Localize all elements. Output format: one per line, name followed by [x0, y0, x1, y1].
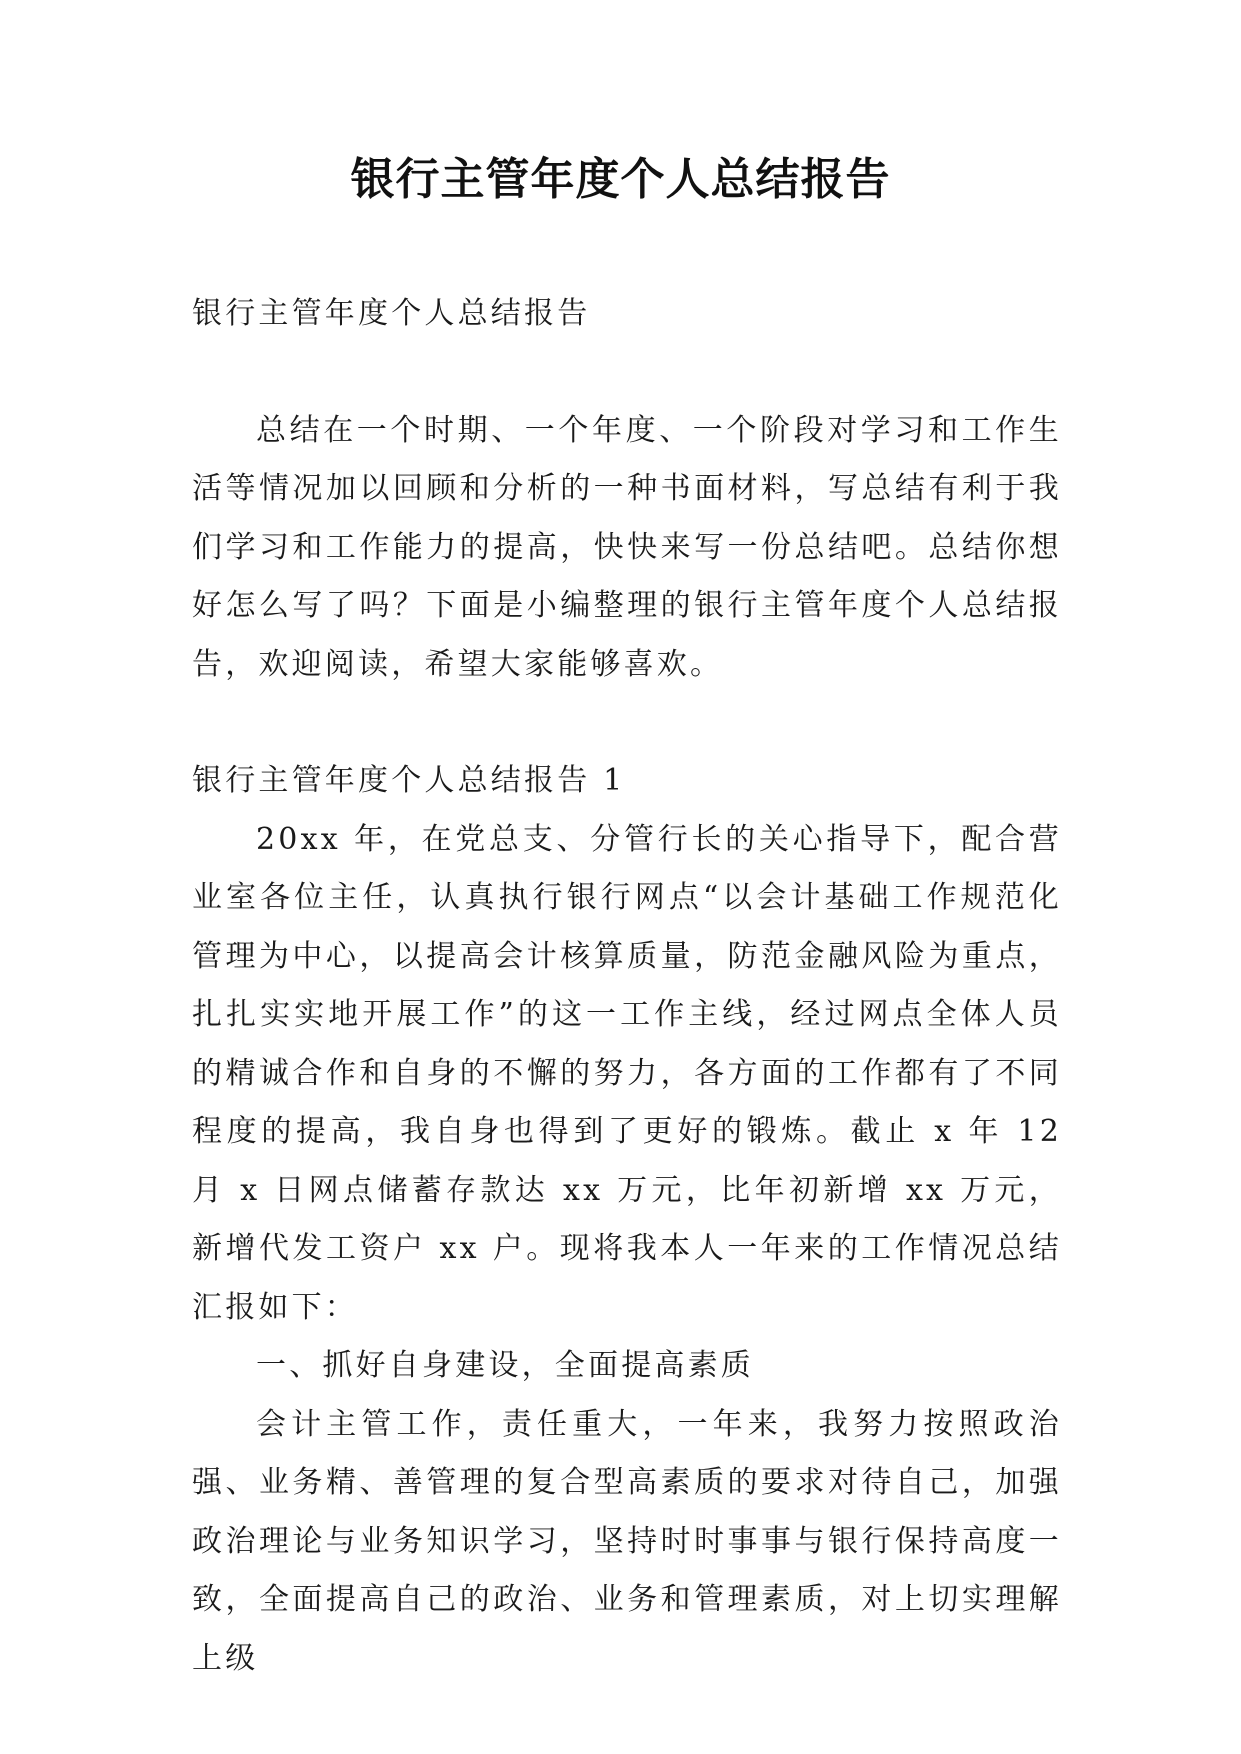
- document-body: [192, 285, 1062, 1688]
- document-subtitle: 银行主管年度个人总结报告: [192, 296, 591, 331]
- body-paragraph-2: 会计主管工作，责任重大，一年来，我努力按照政治强、业务精、善管理的复合型高素质的要求对待自己，加强政治理论与业务知识学习，坚持时时事事与银行保持高度一致，全面提高自己的政治、业务和管理素质，对上切实理解上级: [192, 1406, 1062, 1676]
- subheading-1: 一、抓好自身建设，全面提高素质: [256, 1348, 754, 1383]
- section-heading: 银行主管年度个人总结报告 1: [192, 763, 626, 798]
- body-paragraph-1: 20xx 年，在党总支、分管行长的关心指导下，配合营业室各位主任，认真执行银行网点“以会计基础工作规范化管理为中心，以提高会计核算质量，防范金融风险为重点，扎扎实实地开展工作”的这一工作主线，经过网点全体人员的精诚合作和自身的不懈的努力，各方面的工作都有了不同程度的提高，我自身也得到了更好的锻炼。截止 x 年 12 月 x 日网点储蓄存款达 xx 万元，比年初新增 xx 万元，新增代发工资户 xx 户。现将我本人一年来的工作情况总结汇报如下：: [192, 821, 1062, 1325]
- document-title: 银行主管年度个人总结报告: [350, 154, 891, 205]
- intro-paragraph: 总结在一个时期、一个年度、一个阶段对学习和工作生活等情况加以回顾和分析的一种书面材料，写总结有利于我们学习和工作能力的提高，快快来写一份总结吧。总结你想好怎么写了吗？下面是小编整理的银行主管年度个人总结报告，欢迎阅读，希望大家能够喜欢。: [192, 412, 1062, 682]
